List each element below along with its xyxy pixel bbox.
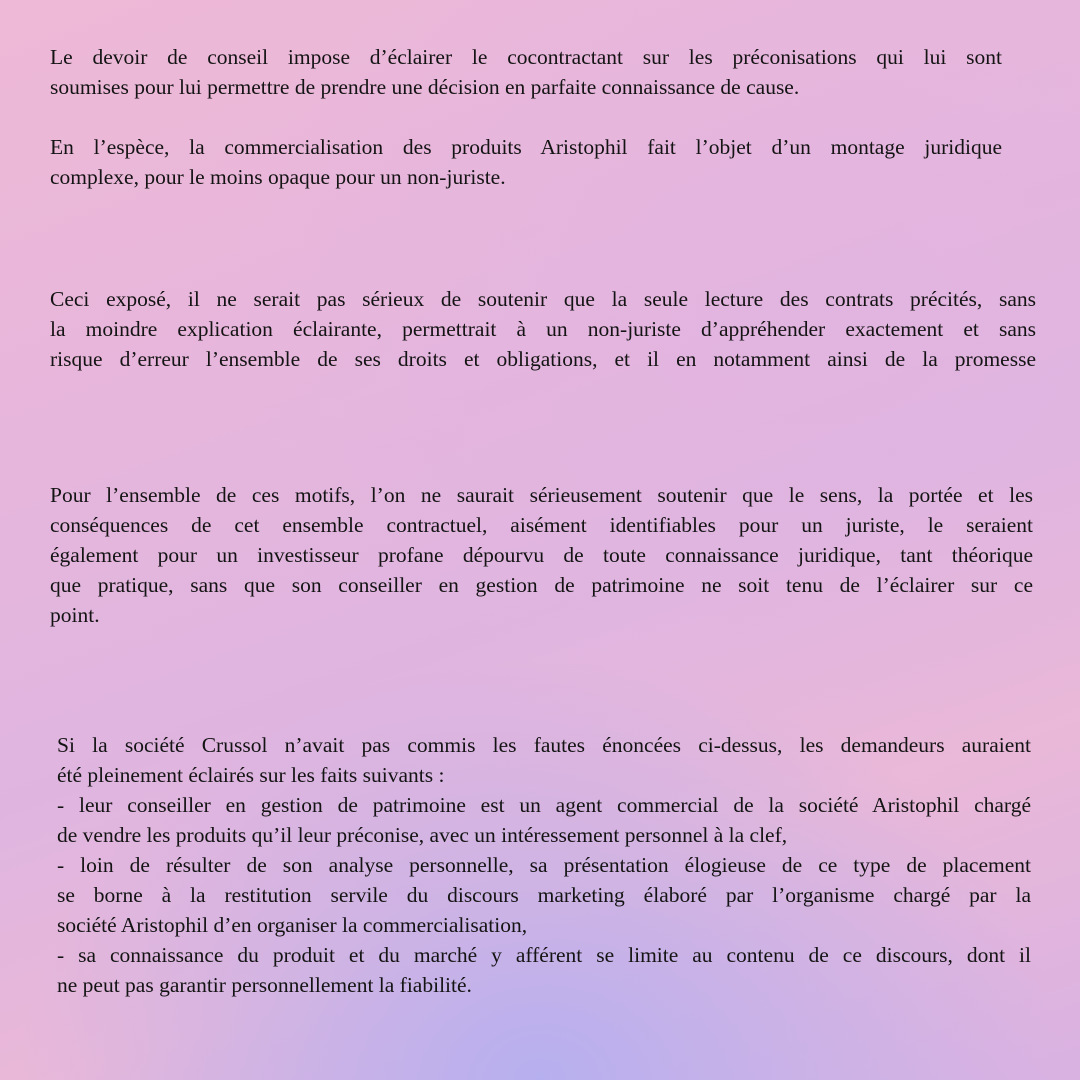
text-line: également pour un investisseur profane dépourvu de toute connaissance juridique, tant théorique <box>50 543 1033 567</box>
text-line: point. <box>50 603 100 627</box>
list-item-line: société Aristophil d’en organiser la commercialisation, <box>57 913 528 937</box>
text-line: été pleinement éclairés sur les faits suivants : <box>57 763 445 787</box>
text-line: Pour l’ensemble de ces motifs, l’on ne saurait sérieusement soutenir que le sens, la portée et les <box>50 483 1033 507</box>
paragraph-pour-l-ensemble <box>50 480 1033 630</box>
text-line: Ceci exposé, il ne serait pas sérieux de soutenir que la seule lecture des contrats précités, sans <box>50 287 1036 311</box>
list-item-line: se borne à la restitution servile du discours marketing élaboré par l’organisme chargé par la <box>57 883 1031 907</box>
paragraph-si-la-societe-crussol <box>57 730 1031 1000</box>
list-item-line: de vendre les produits qu’il leur préconise, avec un intéressement personnel à la clef, <box>57 823 788 847</box>
list-item-line: - leur conseiller en gestion de patrimoine est un agent commercial de la société Aristophil chargé <box>57 793 1031 817</box>
text-line: risque d’erreur l’ensemble de ses droits et obligations, et il en notamment ainsi de la promesse <box>50 347 1036 371</box>
text-line: que pratique, sans que son conseiller en gestion de patrimoine ne soit tenu de l’éclairer sur ce <box>50 573 1033 597</box>
paragraph-ceci-expose <box>50 284 1036 374</box>
list-item-line: ne peut pas garantir personnellement la fiabilité. <box>57 973 472 997</box>
paragraph-en-l-espece <box>50 132 1002 192</box>
text-line: soumises pour lui permettre de prendre une décision en parfaite connaissance de cause. <box>50 75 800 99</box>
text-line: la moindre explication éclairante, permettrait à un non-juriste d’appréhender exactement et sans <box>50 317 1036 341</box>
text-line: conséquences de cet ensemble contractuel, aisément identifiables pour un juriste, le seraient <box>50 513 1033 537</box>
text-line: Si la société Crussol n’avait pas commis les fautes énoncées ci-dessus, les demandeurs auraient <box>57 733 1031 757</box>
list-item-line: - sa connaissance du produit et du marché y afférent se limite au contenu de ce discours, dont il <box>57 943 1031 967</box>
text-line: complexe, pour le moins opaque pour un non-juriste. <box>50 165 506 189</box>
paragraph-devoir-de-conseil <box>50 42 1002 102</box>
list-item-line: - loin de résulter de son analyse personnelle, sa présentation élogieuse de ce type de placement <box>57 853 1031 877</box>
text-line: Le devoir de conseil impose d’éclairer le cocontractant sur les préconisations qui lui sont <box>50 45 1002 69</box>
text-line: En l’espèce, la commercialisation des produits Aristophil fait l’objet d’un montage juridique <box>50 135 1002 159</box>
